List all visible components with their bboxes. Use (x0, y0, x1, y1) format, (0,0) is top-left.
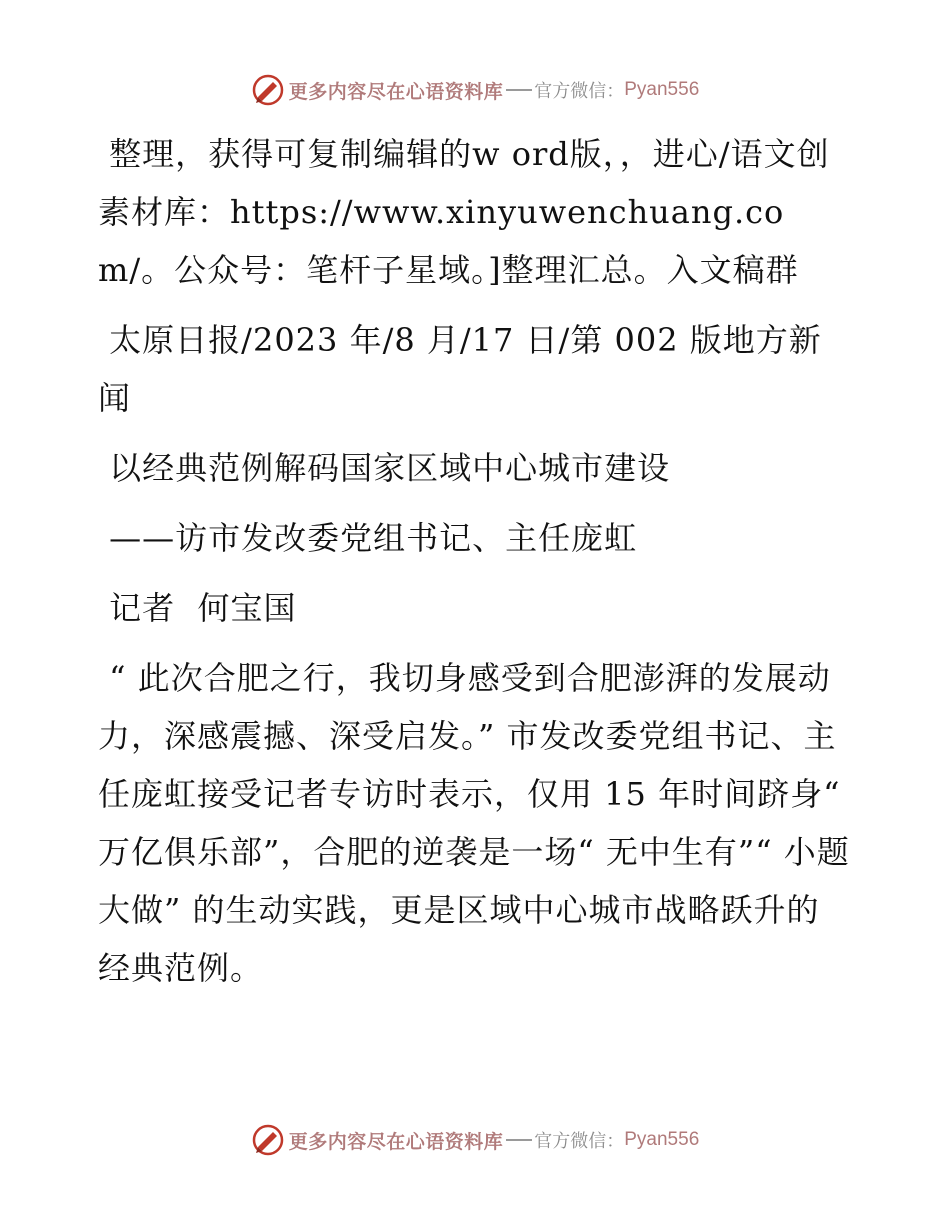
banner-wechat-id: Pyan556 (624, 1129, 700, 1150)
body-paragraph: “ 此次合肥之行，我切身感受到合肥澎湃的发展动力，深感震撼、深受启发。” 市发改委党组书记、主任庞虹接受记者专访时表示，仅用 15 年时间跻身“ 万亿俱乐部”，合肥的逆袭是一场“ 无中生有”“ 小题大做” 的生动实践，更是区域中心城市战略跃升的经典范例。 (98, 659, 852, 987)
header-banner (0, 70, 950, 110)
intro-paragraph: 整理，获得可复制编辑的w ord版，，进心/语文创素材库：https://www.xinyuwenchuang.com/。公众号：笔杆子星域。]整理汇总。入文稿群 (98, 135, 830, 289)
banner-wechat-id: Pyan556 (624, 79, 700, 100)
banner-wechat-label: 官方微信： (534, 81, 625, 102)
document-body (98, 125, 850, 997)
banner-divider (506, 89, 532, 91)
banner-slogan: 更多内容尽在心语资料库 (288, 1130, 504, 1153)
article-title: 以经典范例解码国家区域中心城市建设 (98, 449, 671, 487)
pen-logo-icon (251, 1123, 285, 1157)
banner-wechat-label: 官方微信： (534, 1131, 625, 1152)
pen-logo-icon (251, 73, 285, 107)
source-line: 太原日报/2023 年/8 月/17 日/第 002 版地方新闻 (98, 321, 822, 417)
byline: 记者 何宝国 (98, 589, 297, 627)
article-subtitle: ——访市发改委党组书记、主任庞虹 (98, 519, 638, 557)
footer-banner (0, 1120, 950, 1160)
banner-slogan: 更多内容尽在心语资料库 (288, 80, 504, 103)
banner-divider (506, 1139, 532, 1141)
